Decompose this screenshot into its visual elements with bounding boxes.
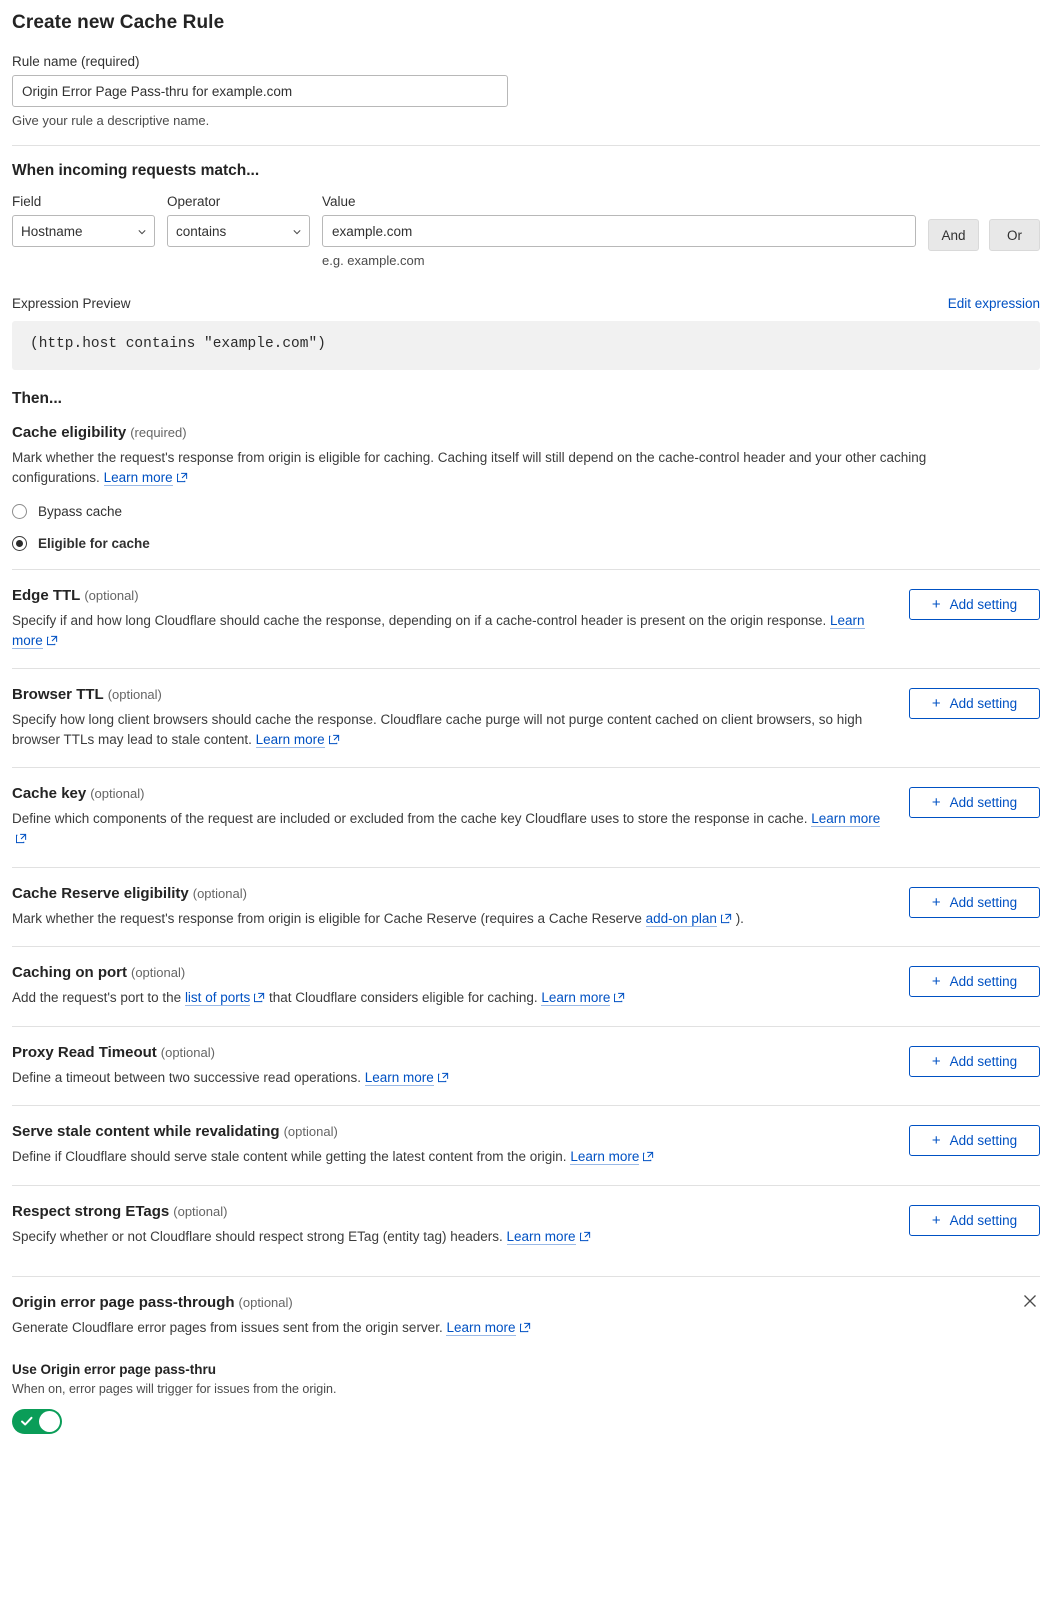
setting-description: Specify whether or not Cloudflare should respect strong ETag (entity tag) headers. Learn more: [12, 1227, 885, 1247]
and-button[interactable]: And: [928, 219, 979, 251]
setting-title: Caching on port (optional): [12, 964, 186, 982]
plus-icon: +: [931, 1132, 941, 1150]
setting-caching-on-port: [12, 946, 1040, 1026]
add-setting-button-cache-reserve[interactable]: + Add setting: [909, 887, 1040, 918]
plus-icon: +: [931, 695, 941, 713]
check-icon: [20, 1414, 34, 1428]
learn-more-link[interactable]: Learn more: [811, 811, 881, 827]
origin-error-toggle-label: Use Origin error page pass-thru: [12, 1361, 217, 1377]
origin-error-page-title: Origin error page pass-through (optional): [12, 1294, 293, 1312]
rule-name-input[interactable]: [12, 75, 508, 107]
setting-title: Respect strong ETags (optional): [12, 1202, 228, 1220]
match-section-heading: When incoming requests match...: [12, 162, 260, 179]
learn-more-link[interactable]: Learn more: [255, 731, 325, 747]
external-link-icon: [520, 1322, 531, 1333]
external-link-icon: [721, 913, 732, 924]
setting-description: Specify how long client browsers should cache the response. Cloudflare cache purge will not purge content cached on client browsers, so high browser TTLs may lead to stale content. Learn more: [12, 712, 863, 747]
then-heading: Then...: [12, 390, 62, 407]
value-label: Value: [322, 194, 356, 209]
learn-more-link[interactable]: Learn more: [570, 1149, 640, 1165]
setting-cache-key: [12, 767, 1040, 866]
setting-title: Proxy Read Timeout (optional): [12, 1043, 215, 1061]
setting-serve-stale-content: [12, 1105, 1040, 1185]
plus-icon: +: [931, 596, 941, 614]
setting-cache-reserve-eligibility: [12, 867, 1040, 947]
setting-description: Define a timeout between two successive read operations. Learn more: [12, 1068, 885, 1088]
field-group: [12, 194, 155, 247]
setting-title: Cache key (optional): [12, 785, 145, 803]
rule-name-group: [12, 54, 1040, 128]
origin-error-toggle[interactable]: [12, 1409, 62, 1434]
add-setting-button-respect-etags[interactable]: + Add setting: [909, 1205, 1040, 1236]
external-link-icon: [643, 1151, 654, 1162]
radio-icon-selected[interactable]: [12, 536, 27, 551]
learn-more-link[interactable]: Learn more: [446, 1320, 516, 1336]
close-icon[interactable]: [1022, 1293, 1038, 1309]
setting-description: Specify if and how long Cloudflare should cache the response, depending on if a cache-control header is present on the origin response. Learn more: [12, 613, 865, 648]
edit-expression-link[interactable]: Edit expression: [947, 296, 1040, 311]
rule-name-helper: Give your rule a descriptive name.: [12, 113, 210, 128]
origin-error-page-description: Generate Cloudflare error pages from issues sent from the origin server. Learn more: [12, 1318, 987, 1338]
setting-title: Edge TTL (optional): [12, 587, 139, 605]
value-group: [322, 194, 916, 268]
operator-label: Operator: [167, 194, 221, 209]
plus-icon: +: [931, 973, 941, 991]
plus-icon: +: [931, 1211, 941, 1229]
setting-description: Define if Cloudflare should serve stale content while getting the latest content from the origin. Learn more: [12, 1147, 885, 1167]
learn-more-link[interactable]: Learn more: [506, 1228, 576, 1244]
external-link-icon: [47, 635, 58, 646]
origin-error-toggle-sub: When on, error pages will trigger for issues from the origin.: [12, 1381, 337, 1396]
setting-description: Define which components of the request are included or excluded from the cache key Cloudflare uses to store the response in cache. Learn more: [12, 809, 885, 848]
learn-more-link[interactable]: Learn more: [103, 469, 173, 485]
setting-proxy-read-timeout: [12, 1026, 1040, 1106]
learn-more-link[interactable]: Learn more: [541, 990, 611, 1006]
add-on-plan-link[interactable]: add-on plan: [645, 910, 717, 926]
operator-select[interactable]: [167, 215, 310, 247]
add-setting-button-edge-ttl[interactable]: + Add setting: [909, 589, 1040, 620]
field-label: Field: [12, 194, 42, 209]
add-setting-button-browser-ttl[interactable]: + Add setting: [909, 688, 1040, 719]
external-link-icon: [16, 833, 27, 844]
add-setting-button-caching-on-port[interactable]: + Add setting: [909, 966, 1040, 997]
add-setting-button-serve-stale[interactable]: + Add setting: [909, 1125, 1040, 1156]
setting-respect-strong-etags: [12, 1185, 1040, 1265]
setting-browser-ttl: [12, 668, 1040, 767]
radio-bypass-cache[interactable]: Bypass cache: [12, 504, 1040, 519]
add-setting-button-proxy-read-timeout[interactable]: + Add setting: [909, 1046, 1040, 1077]
expression-label: Expression Preview: [12, 296, 131, 311]
add-setting-button-cache-key[interactable]: + Add setting: [909, 787, 1040, 818]
or-button[interactable]: Or: [989, 219, 1040, 251]
origin-error-page-block: [12, 1276, 1040, 1434]
setting-title: Browser TTL (optional): [12, 686, 162, 704]
toggle-knob: [39, 1411, 60, 1432]
external-link-icon: [177, 472, 188, 483]
external-link-icon: [254, 992, 265, 1003]
learn-more-link[interactable]: Learn more: [12, 613, 865, 648]
setting-edge-ttl: [12, 569, 1040, 668]
radio-icon[interactable]: [12, 504, 27, 519]
plus-icon: +: [931, 893, 941, 911]
external-link-icon: [438, 1072, 449, 1083]
radio-eligible-for-cache[interactable]: Eligible for cache: [12, 536, 1040, 551]
value-input[interactable]: [322, 215, 916, 247]
plus-icon: +: [931, 794, 941, 812]
match-row: [12, 194, 1040, 268]
setting-title: Cache Reserve eligibility (optional): [12, 884, 247, 902]
list-of-ports-link[interactable]: list of ports: [184, 990, 251, 1006]
divider: [12, 145, 1040, 146]
setting-description: Mark whether the request's response from origin is eligible for Cache Reserve (requires a Cache Reserve add-on plan ).: [12, 910, 744, 926]
external-link-icon: [614, 992, 625, 1003]
external-link-icon: [329, 734, 340, 745]
cache-eligibility-block: [12, 408, 1040, 551]
cache-eligibility-title: Cache eligibility (required): [12, 424, 187, 441]
setting-title: Serve stale content while revalidating (optional): [12, 1123, 338, 1141]
expression-preview: (http.host contains "example.com"): [12, 321, 1040, 370]
value-helper: e.g. example.com: [322, 253, 425, 268]
and-or-buttons: [928, 219, 1040, 251]
page-title: Create new Cache Rule: [12, 12, 225, 33]
cache-eligibility-description: Mark whether the request's response from origin is eligible for caching. Caching itself will still depend on the cache-control header and your other caching configurations. Learn more: [12, 450, 927, 485]
rule-name-label: Rule name (required): [12, 54, 140, 69]
setting-description: Add the request's port to the list of ports that Cloudflare considers eligible for caching. Learn more: [12, 988, 885, 1008]
field-select[interactable]: [12, 215, 155, 247]
learn-more-link[interactable]: Learn more: [364, 1069, 434, 1085]
expression-header: [12, 296, 1040, 311]
external-link-icon: [580, 1231, 591, 1242]
operator-group: [167, 194, 310, 247]
plus-icon: +: [931, 1052, 941, 1070]
